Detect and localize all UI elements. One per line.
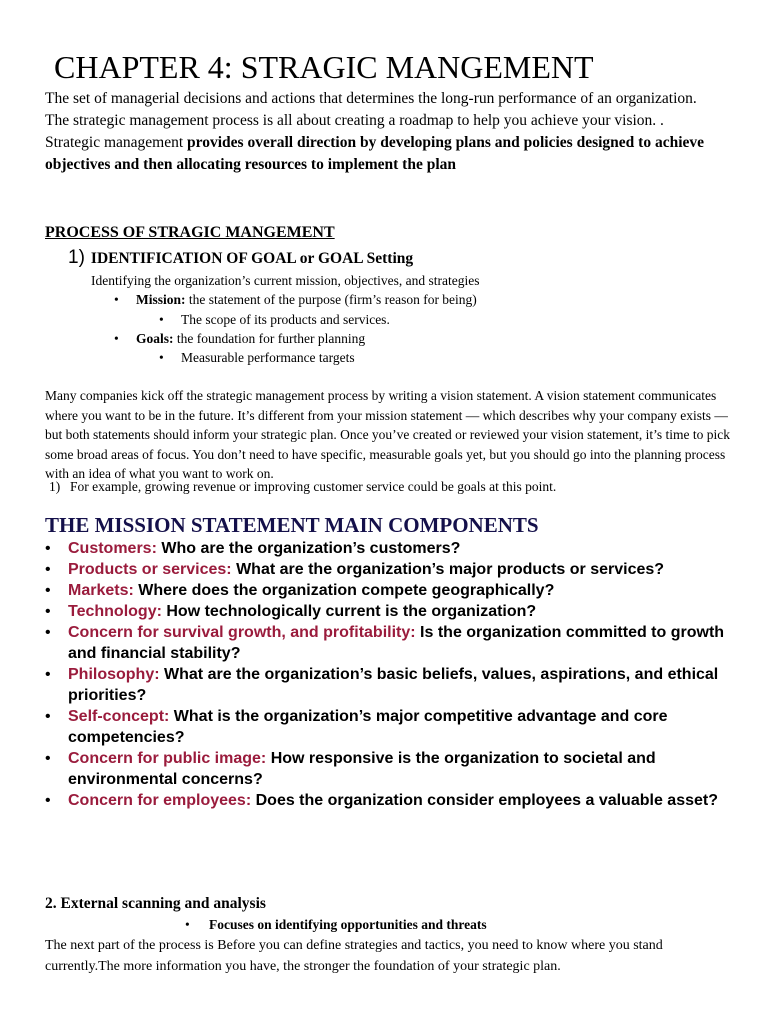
- mission-component-item: [45, 580, 745, 601]
- goals-label: Goals:: [136, 331, 174, 346]
- intro-direction: [45, 132, 735, 176]
- mission-sub-text: The scope of its products and services.: [181, 312, 390, 327]
- intro-direction-prefix: Strategic management: [45, 134, 188, 151]
- bullet-dot: •: [185, 917, 190, 932]
- step1-heading: [68, 246, 413, 271]
- mission-bullet: [114, 290, 477, 309]
- example-item: [49, 477, 557, 496]
- step1-number: 1): [68, 247, 85, 268]
- bullet-dot: •: [45, 561, 51, 578]
- goals-bullet: [114, 329, 366, 348]
- process-heading: PROCESS OF STRAGIC MANGEMENT: [45, 224, 335, 241]
- bullet-dot: •: [114, 292, 119, 307]
- external-scanning-heading: 2. External scanning and analysis: [45, 895, 266, 912]
- component-key: Concern for employees:: [68, 792, 252, 809]
- mission-components-heading: THE MISSION STATEMENT MAIN COMPONENTS: [45, 513, 539, 537]
- mission-component-item: [45, 748, 745, 790]
- bullet-dot: •: [45, 540, 51, 557]
- goals-text: the foundation for further planning: [173, 331, 366, 346]
- component-question: Does the organization consider employees a valuable asset?: [255, 792, 718, 809]
- bullet-dot: •: [45, 666, 51, 683]
- bullet-dot: •: [45, 603, 51, 620]
- external-focus-text: Focuses on identifying opportunities and threats: [209, 917, 487, 932]
- bullet-dot: •: [114, 331, 119, 346]
- component-key: Technology:: [68, 603, 162, 620]
- bullet-dot: •: [45, 624, 51, 641]
- component-key: Philosophy:: [68, 666, 160, 683]
- intro-direction-bold: provides overall direction by developing plans and policies designed to achieve objectives and then allocating resources to implement the plan: [45, 134, 705, 173]
- component-key: Concern for survival growth, and profitability:: [68, 624, 416, 641]
- mission-component-item: [45, 664, 745, 706]
- bullet-dot: •: [45, 582, 51, 599]
- external-paragraph-text: The next part of the process is Before you can define strategies and tactics, you need to know where you stand currently.The more information you have, the stronger the foundation of your strategic plan.: [45, 938, 663, 974]
- example-number: 1): [49, 479, 61, 494]
- mission-text: the statement of the purpose (firm’s reason for being): [185, 292, 477, 307]
- bullet-dot: •: [159, 312, 164, 327]
- mission-component-item: [45, 622, 745, 664]
- mission-component-item: [45, 601, 745, 622]
- component-key: Customers:: [68, 540, 157, 557]
- component-question: What is the organization’s major competitive advantage and core competencies?: [68, 708, 668, 746]
- step1-description: Identifying the organization’s current mission, objectives, and strategies: [91, 273, 480, 288]
- mission-sub-bullet: [159, 310, 390, 329]
- mission-component-item: [45, 706, 745, 748]
- component-question: How responsive is the organization to societal and environmental concerns?: [68, 750, 656, 788]
- mission-component-item: [45, 559, 745, 580]
- mission-label: Mission:: [136, 292, 186, 307]
- goals-sub-text: Measurable performance targets: [181, 350, 355, 365]
- intro-roadmap: The strategic management process is all about creating a roadmap to help you achieve your vision. .: [45, 112, 664, 129]
- example-text: For example, growing revenue or improving customer service could be goals at this point.: [70, 479, 557, 494]
- intro-section: [45, 88, 735, 176]
- intro-definition: The set of managerial decisions and actions that determines the long-run performance of an organization.: [45, 90, 697, 107]
- component-question: What are the organization’s basic beliefs, values, aspirations, and ethical priorities?: [68, 666, 719, 704]
- external-paragraph: [45, 935, 735, 977]
- external-focus-bullet: [185, 915, 487, 934]
- bullet-dot: •: [45, 750, 51, 767]
- component-key: Concern for public image:: [68, 750, 267, 767]
- mission-component-item: [45, 538, 745, 559]
- component-question: Who are the organization’s customers?: [161, 540, 461, 557]
- component-key: Markets:: [68, 582, 134, 599]
- bullet-dot: •: [45, 708, 51, 725]
- chapter-title: CHAPTER 4: STRAGIC MANGEMENT: [54, 49, 594, 85]
- component-question: Is the organization committed to growth and financial stability?: [68, 624, 725, 662]
- component-question: How technologically current is the organization?: [166, 603, 537, 620]
- component-key: Self-concept:: [68, 708, 170, 725]
- goals-sub-bullet: [159, 348, 355, 367]
- component-question: What are the organization’s major products or services?: [236, 561, 665, 578]
- vision-paragraph: [45, 386, 735, 484]
- component-key: Products or services:: [68, 561, 232, 578]
- mission-component-item: [45, 790, 745, 811]
- mission-components-list: [45, 538, 745, 811]
- bullet-dot: •: [45, 792, 51, 809]
- component-question: Where does the organization compete geographically?: [138, 582, 555, 599]
- vision-paragraph-text: Many companies kick off the strategic management process by writing a vision statement. A vision statement communicates where you want to be in the future. It’s different from your mission statement — which describes why your company exists — but both statements should inform your strategic plan. Once you’ve created or reviewed your vision statement, it’s time to pick some broad areas of focus. You don’t need to have specific, measurable goals yet, but you should go into the planning process with an idea of what you want to work on.: [45, 388, 730, 481]
- bullet-dot: •: [159, 350, 164, 365]
- step1-title: IDENTIFICATION OF GOAL or GOAL Setting: [90, 250, 414, 267]
